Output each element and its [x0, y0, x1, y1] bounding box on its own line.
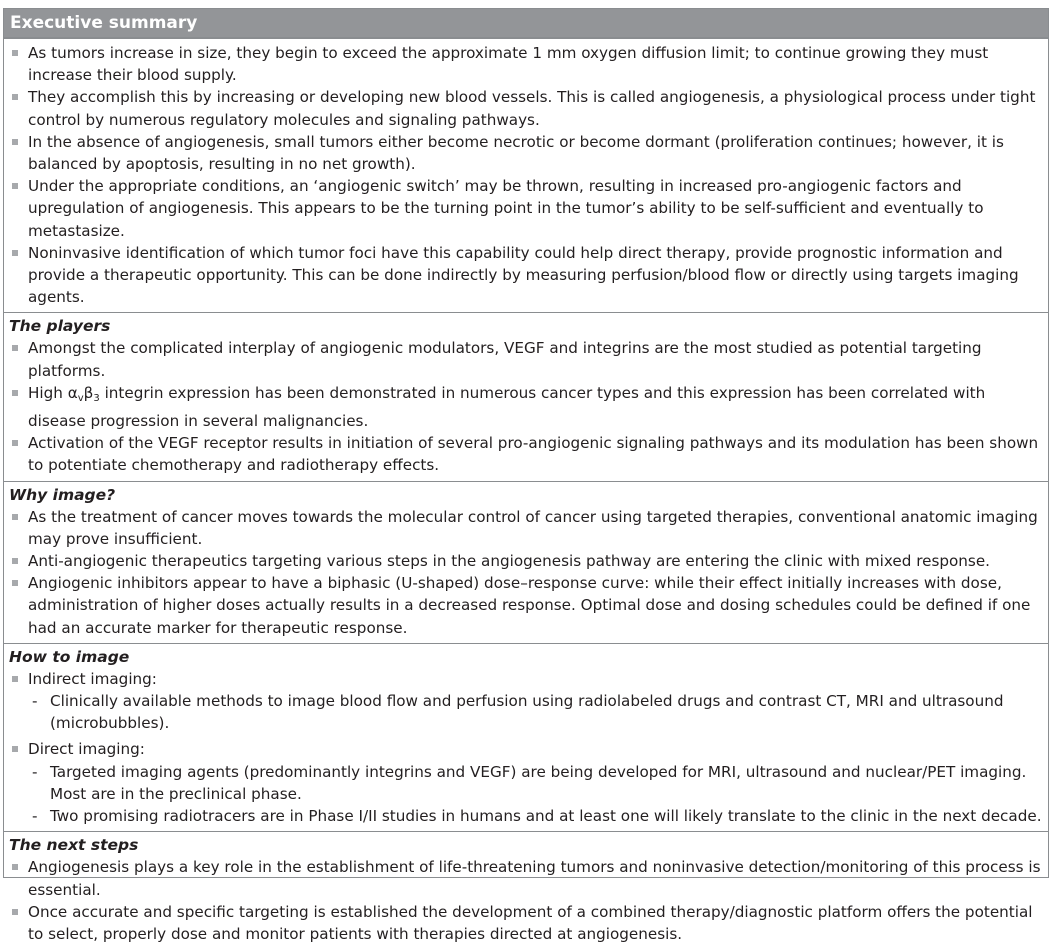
- executive-summary-box: [3, 8, 1049, 943]
- list-item: Anti-angiogenic therapeutics targeting various steps in the angiogenesis pathway are entering the clinic with mixed response.: [8, 550, 1042, 572]
- alpha-subscript: v: [77, 392, 84, 404]
- list-item: Angiogenic inhibitors appear to have a biphasic (U-shaped) dose–response curve: while their effect initially increases with dose, administration of higher doses actually results in a decreased response. Optimal dose and dosing schedules could be defined if one had an accurate marker for therapeutic response.: [8, 572, 1042, 639]
- summary-title: Executive summary: [4, 9, 1048, 38]
- list-item: Amongst the complicated interplay of angiogenic modulators, VEGF and integrins are the most studied as potential targeting platforms.: [8, 337, 1042, 381]
- beta-subscript: 3: [93, 392, 100, 404]
- section-heading: The players: [9, 317, 111, 336]
- text-run: High: [28, 383, 68, 402]
- list-item: Angiogenesis plays a key role in the establishment of life-threatening tumors and noninvasive detection/monitoring of this process is essential.: [8, 856, 1042, 900]
- list-item: Noninvasive identification of which tumor foci have this capability could help direct therapy, provide prognostic information and provide a therapeutic opportunity. This can be done indirectly by measuring perfusion/blood flow or directly using targets imaging agents.: [8, 242, 1042, 309]
- list-item: In the absence of angiogenesis, small tumors either become necrotic or become dormant (proliferation continues; however, it is balanced by apoptosis, resulting in no net growth).: [8, 131, 1042, 175]
- sub-list-item: - Targeted imaging agents (predominantly integrins and VEGF) are being developed for MRI, ultrasound and nuclear/PET imaging. Most are in the preclinical phase.: [8, 761, 1042, 805]
- list-item-group-label: Indirect imaging:: [8, 668, 1042, 690]
- list-item: Once accurate and specific targeting is established the development of a combined therapy/diagnostic platform offers the potential to select, properly dose and monitor patients with therapies directed at angiogenesis.: [8, 901, 1042, 945]
- list-item: Activation of the VEGF receptor results in initiation of several pro-angiogenic signaling pathways and its modulation has been shown to potentiate chemotherapy and radiotherapy effects.: [8, 432, 1042, 476]
- section-heading: The next steps: [9, 836, 139, 855]
- alpha-symbol: α: [67, 383, 78, 402]
- section-heading: How to image: [9, 647, 130, 666]
- section-how-to-image: [4, 643, 1048, 831]
- list-item: As tumors increase in size, they begin to exceed the approximate 1 mm oxygen diffusion limit; to continue growing they must increase their blood supply.: [8, 42, 1042, 86]
- sub-list-item: - Clinically available methods to image blood flow and perfusion using radiolabeled drugs and contrast CT, MRI and ultrasound (microbubbles).: [8, 690, 1042, 734]
- section-next-steps: [4, 831, 1048, 949]
- list-item: They accomplish this by increasing or developing new blood vessels. This is called angiogenesis, a physiological process under tight control by numerous regulatory molecules and signaling pathways.: [8, 86, 1042, 130]
- list-item-group-label: Direct imaging:: [8, 738, 1042, 760]
- section-heading: Why image?: [9, 485, 116, 504]
- sub-list-item: - Two promising radiotracers are in Phase I/II studies in humans and at least one will likely translate to the clinic in the next decade.: [8, 805, 1042, 827]
- list-item: Under the appropriate conditions, an ‘angiogenic switch’ may be thrown, resulting in increased pro-angiogenic factors and upregulation of angiogenesis. This appears to be the turning point in the tumor’s ability to be self-sufficient and eventually to metastasize.: [8, 175, 1042, 242]
- section-intro: [4, 38, 1048, 312]
- text-run: integrin expression has been demonstrated in numerous cancer types and this expression has been correlated with disease progression in several malignancies.: [28, 383, 986, 431]
- section-why-image: [4, 481, 1048, 643]
- section-the-players: [4, 312, 1048, 480]
- beta-symbol: β: [83, 383, 94, 402]
- list-item-integrin: [8, 382, 1042, 432]
- list-item: As the treatment of cancer moves towards the molecular control of cancer using targeted therapies, conventional anatomic imaging may prove insufficient.: [8, 506, 1042, 550]
